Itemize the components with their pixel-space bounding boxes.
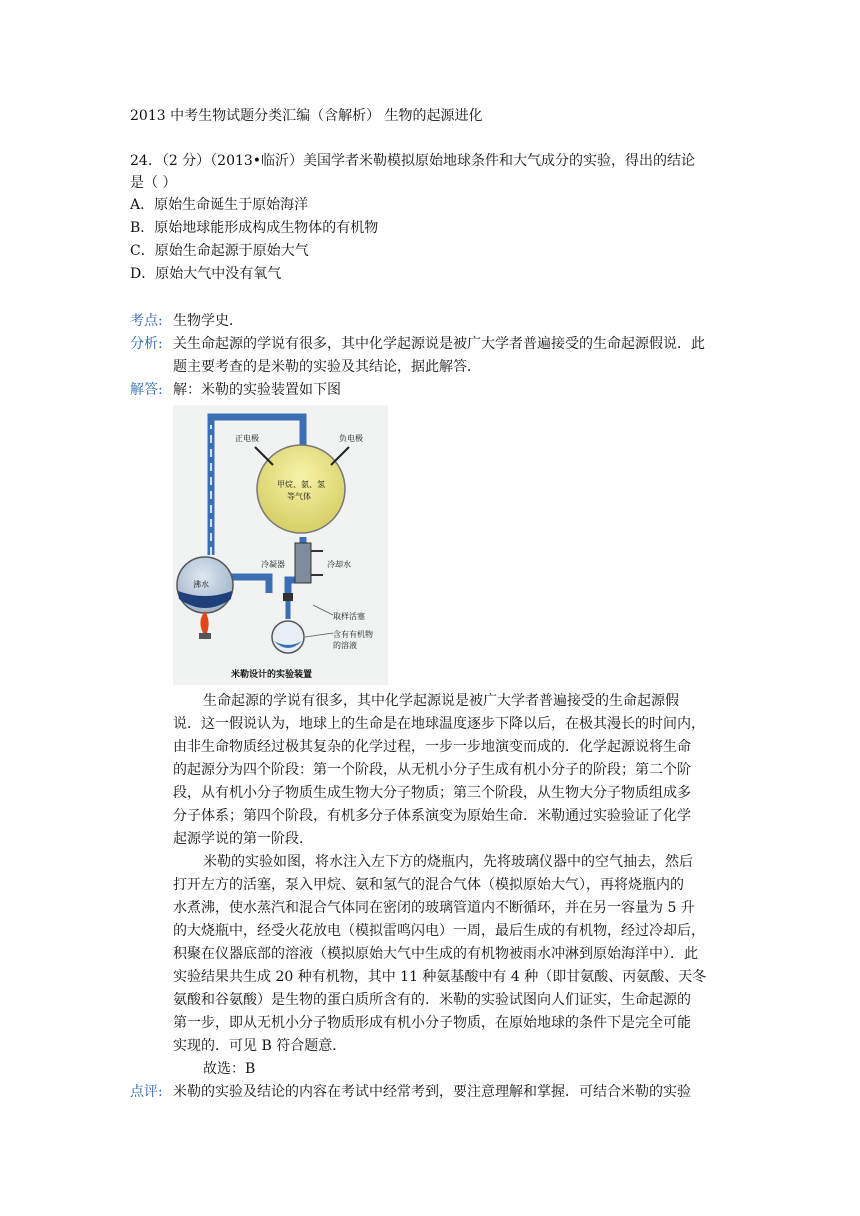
- question-stem-line2: 是（ ）: [130, 175, 177, 191]
- para1-line4: 的起源分为四个阶段：第一个阶段，从无机小分子生成有机小分子的阶段；第二个阶: [173, 762, 691, 778]
- para1-line6: 分子体系；第四个阶段，有机多分子体系演变为原始生命．米勒通过实验验证了化学: [173, 808, 691, 824]
- miller-apparatus-figure: [173, 405, 388, 685]
- para2-line1: 米勒的实验如图，将水注入左下方的烧瓶内，先将玻璃仪器中的空气抽去，然后: [203, 854, 693, 870]
- jieda-text: 解：米勒的实验装置如下图: [173, 382, 341, 398]
- label-condenser: 冷凝器: [261, 560, 285, 569]
- para2-line5: 积聚在仪器底部的溶液（模拟原始大气中生成的有机物被雨水冲淋到原始海洋中）．此: [173, 946, 698, 962]
- para1-line1: 生命起源的学说有很多，其中化学起源说是被广大学者普遍接受的生命起源假: [203, 693, 679, 709]
- para2-line2: 打开左方的活塞，泵入甲烷、氨和氢气的混合气体（模拟原始大气），再将烧瓶内的: [173, 877, 684, 893]
- label-sampling-valve: 取样活塞: [333, 612, 365, 621]
- fenxi-label: 分析:: [130, 336, 163, 352]
- fenxi-line2: 题主要考查的是米勒的实验及其结论，据此解答．: [173, 359, 481, 375]
- para2-line4: 的大烧瓶中，经受火花放电（模拟雷鸣闪电）一周，最后生成的有机物，经过冷却后，: [173, 923, 705, 939]
- kaodian-label: 考点:: [130, 313, 163, 329]
- dianping-text: 米勒的实验及结论的内容在考试中经常考到，要注意理解和掌握．可结合米勒的实验: [173, 1084, 691, 1100]
- para1-line3: 由非生命物质经过极其复杂的化学过程，一步一步地演变而成的．化学起源说将生命: [173, 739, 691, 755]
- label-positive-electrode: 正电极: [235, 434, 259, 443]
- label-cooling-water: 冷却水: [327, 560, 351, 569]
- option-a: A．原始生命诞生于原始海洋: [130, 197, 309, 213]
- answer-text: 故选：B: [203, 1061, 256, 1077]
- document-title: 2013 中考生物试题分类汇编（含解析） 生物的起源进化: [130, 108, 483, 124]
- label-gas-line1: 甲烷、氨、氢: [277, 480, 325, 489]
- condenser-jacket: [295, 543, 311, 583]
- fenxi-line1: 关生命起源的学说有很多，其中化学起源说是被广大学者普遍接受的生命起源假说．此: [173, 336, 705, 352]
- kaodian-text: 生物学史．: [173, 313, 243, 329]
- dianping-label: 点评:: [130, 1084, 163, 1100]
- label-solution-line1: 含有有机物: [333, 630, 373, 639]
- option-b: B．原始地球能形成构成生物体的有机物: [130, 220, 379, 236]
- para2-line8: 第一步，即从无机小分子物质形成有机小分子物质，在原始地球的条件下是完全可能: [173, 1015, 691, 1031]
- para1-line5: 段，从有机小分子物质生成生物大分子物质；第三个阶段，从生物大分子物质组成多: [173, 785, 691, 801]
- sampling-valve: [283, 593, 293, 601]
- figure-caption: 米勒设计的实验装置: [231, 670, 313, 680]
- question-stem-line1: 24．（2 分）（2013•临沂）美国学者米勒模拟原始地球条件和大气成分的实验，得出的结论: [130, 153, 696, 169]
- small-flask: [272, 621, 304, 653]
- label-solution-line2: 的溶液: [333, 641, 357, 650]
- para1-line7: 起源学说的第一阶段．: [173, 831, 313, 847]
- option-d: D．原始大气中没有氧气: [130, 266, 282, 282]
- para2-line3: 水煮沸，使水蒸汽和混合气体同在密闭的玻璃管道内不断循环，并在另一容量为 5 升: [173, 900, 695, 916]
- para2-line9: 实现的．可见 B 符合题意．: [173, 1038, 347, 1054]
- label-gas-line2: 等气体: [287, 492, 311, 501]
- large-flask: [257, 445, 345, 533]
- option-c: C．原始生命起源于原始大气: [130, 243, 309, 259]
- jieda-label: 解答:: [130, 382, 163, 398]
- para1-line2: 说．这一假说认为，地球上的生命是在地球温度逐步下降以后，在极其漫长的时间内，: [173, 716, 705, 732]
- para2-line7: 氨酸和谷氨酸）是生物的蛋白质所含有的．米勒的实验试图向人们证实，生命起源的: [173, 992, 691, 1008]
- label-boiling-water: 沸水: [193, 580, 209, 589]
- label-negative-electrode: 负电极: [339, 434, 363, 443]
- para2-line6: 实验结果共生成 20 种有机物，其中 11 种氨基酸中有 4 种（即甘氨酸、丙氨酸、天冬: [173, 969, 707, 985]
